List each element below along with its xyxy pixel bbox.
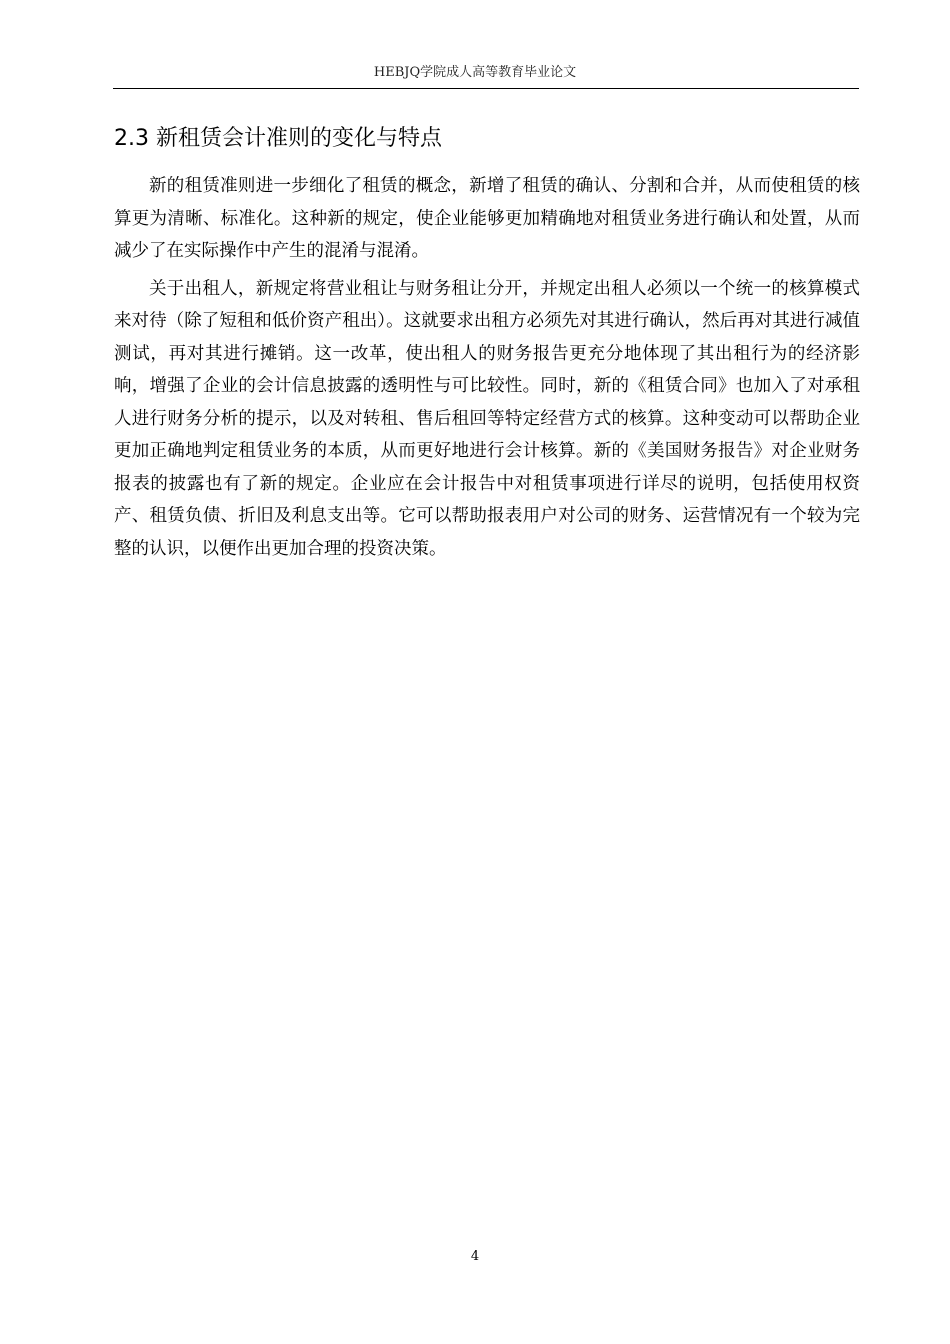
section-body	[114, 170, 860, 570]
paragraph-2: 关于出租人，新规定将营业租让与财务租让分开，并规定出租人必须以一个统一的核算模式来对待（除了短租和低价资产租出）。这就要求出租方必须先对其进行确认，然后再对其进行减值测试，再对其进行摊销。这一改革，使出租人的财务报告更充分地体现了其出租行为的经济影响，增强了企业的会计信息披露的透明性与可比较性。同时，新的《租赁合同》也加入了对承租人进行财务分析的提示，以及对转租、售后租回等特定经营方式的核算。这种变动可以帮助企业更加正确地判定租赁业务的本质，从而更好地进行会计核算。新的《美国财务报告》对企业财务报表的披露也有了新的规定。企业应在会计报告中对租赁事项进行详尽的说明，包括使用权资产、租赁负债、折旧及利息支出等。它可以帮助报表用户对公司的财务、运营情况有一个较为完整的认识，以便作出更加合理的投资决策。	[114, 278, 860, 559]
section-heading: 2.3 新租赁会计准则的变化与特点	[114, 126, 442, 151]
page-number: 4	[470, 1249, 480, 1264]
header-divider	[113, 88, 859, 89]
paragraph-1: 新的租赁准则进一步细化了租赁的概念，新增了租赁的确认、分割和合并，从而使租赁的核算更为清晰、标准化。这种新的规定，使企业能够更加精确地对租赁业务进行确认和处置，从而减少了在实际操作中产生的混淆与混淆。	[114, 176, 860, 261]
running-header: HEBJQ学院成人高等教育毕业论文	[373, 65, 577, 80]
